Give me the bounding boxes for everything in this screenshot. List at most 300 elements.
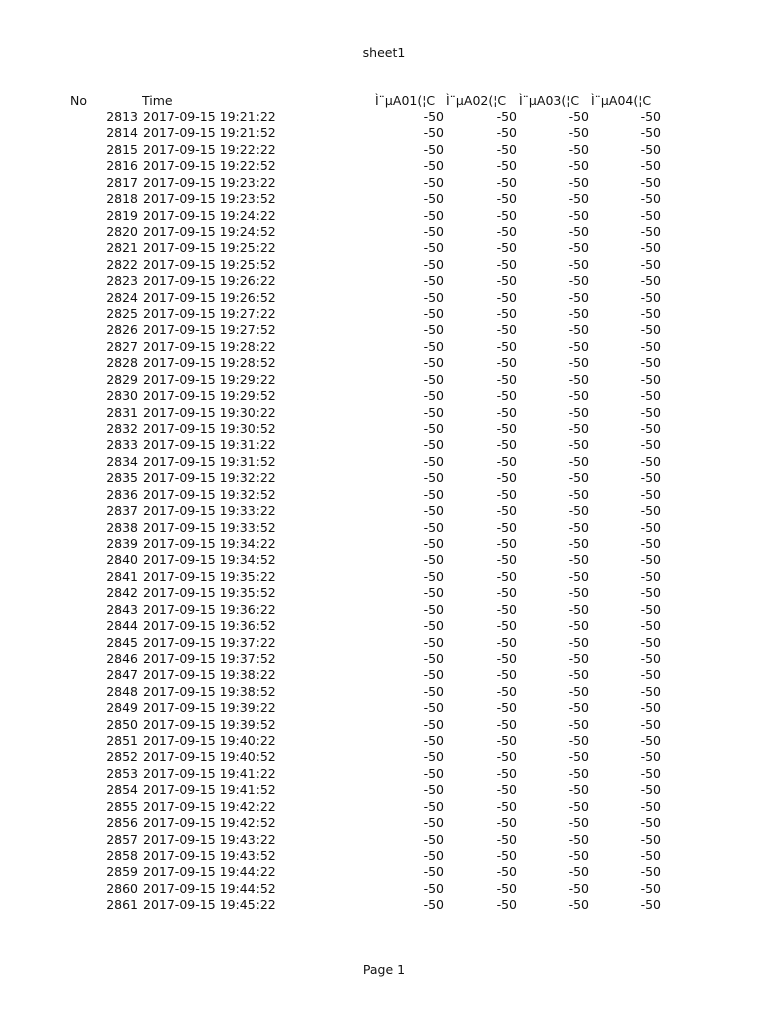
channel-02-value: -50 (496, 847, 517, 863)
channel-01-value: -50 (423, 683, 444, 699)
table-row (0, 832, 768, 848)
table-row (0, 388, 768, 404)
channel-02-value: -50 (496, 634, 517, 650)
row-time: 2017-09-15 19:26:22 (143, 273, 276, 289)
row-time: 2017-09-15 19:32:22 (143, 470, 276, 486)
channel-01-value: -50 (423, 733, 444, 749)
channel-02-value: -50 (496, 618, 517, 634)
channel-01-value: -50 (423, 815, 444, 831)
channel-04-value: -50 (640, 568, 661, 584)
channel-04-value: -50 (640, 437, 661, 453)
table-row (0, 240, 768, 256)
row-time: 2017-09-15 19:33:22 (143, 503, 276, 519)
row-number: 2840 (106, 552, 138, 568)
row-time: 2017-09-15 19:22:22 (143, 141, 276, 157)
channel-03-value: -50 (568, 601, 589, 617)
channel-04-value: -50 (640, 519, 661, 535)
row-time: 2017-09-15 19:28:22 (143, 338, 276, 354)
row-number: 2818 (106, 191, 138, 207)
channel-01-value: -50 (423, 174, 444, 190)
row-number: 2844 (106, 618, 138, 634)
channel-04-value: -50 (640, 585, 661, 601)
channel-03-value: -50 (568, 355, 589, 371)
channel-01-value: -50 (423, 552, 444, 568)
table-row (0, 273, 768, 289)
channel-02-value: -50 (496, 240, 517, 256)
row-number: 2824 (106, 289, 138, 305)
row-number: 2821 (106, 240, 138, 256)
channel-03-value: -50 (568, 880, 589, 896)
channel-01-value: -50 (423, 141, 444, 157)
channel-04-value: -50 (640, 880, 661, 896)
channel-03-value: -50 (568, 749, 589, 765)
channel-02-value: -50 (496, 486, 517, 502)
row-number: 2832 (106, 421, 138, 437)
channel-01-value: -50 (423, 306, 444, 322)
channel-04-value: -50 (640, 831, 661, 847)
channel-02-value: -50 (496, 798, 517, 814)
row-number: 2858 (106, 847, 138, 863)
row-time: 2017-09-15 19:29:52 (143, 388, 276, 404)
channel-03-value: -50 (568, 782, 589, 798)
channel-02-value: -50 (496, 355, 517, 371)
channel-03-value: -50 (568, 109, 589, 124)
channel-03-value: -50 (568, 371, 589, 387)
channel-03-value: -50 (568, 519, 589, 535)
channel-02-value: -50 (496, 864, 517, 880)
channel-01-value: -50 (423, 618, 444, 634)
table-row (0, 125, 768, 141)
row-time: 2017-09-15 19:24:22 (143, 207, 276, 223)
channel-01-value: -50 (423, 864, 444, 880)
row-time: 2017-09-15 19:25:22 (143, 240, 276, 256)
row-number: 2845 (106, 634, 138, 650)
channel-02-value: -50 (496, 585, 517, 601)
channel-03-value: -50 (568, 864, 589, 880)
channel-04-value: -50 (640, 733, 661, 749)
row-number: 2817 (106, 174, 138, 190)
channel-02-value: -50 (496, 289, 517, 305)
channel-02-value: -50 (496, 880, 517, 896)
channel-01-value: -50 (423, 404, 444, 420)
table-row (0, 799, 768, 815)
row-number: 2846 (106, 650, 138, 666)
table-row (0, 717, 768, 733)
row-number: 2836 (106, 486, 138, 502)
channel-01-value: -50 (423, 207, 444, 223)
table-row (0, 175, 768, 191)
table-row (0, 700, 768, 716)
row-time: 2017-09-15 19:26:52 (143, 289, 276, 305)
row-time: 2017-09-15 19:21:22 (143, 109, 276, 124)
channel-03-value: -50 (568, 568, 589, 584)
channel-02-value: -50 (496, 306, 517, 322)
channel-04-value: -50 (640, 158, 661, 174)
table-row (0, 782, 768, 798)
channel-04-value: -50 (640, 470, 661, 486)
channel-02-value: -50 (496, 897, 517, 913)
row-number: 2828 (106, 355, 138, 371)
row-time: 2017-09-15 19:42:22 (143, 798, 276, 814)
channel-01-value: -50 (423, 289, 444, 305)
table-row (0, 536, 768, 552)
channel-04-value: -50 (640, 223, 661, 239)
channel-02-value: -50 (496, 568, 517, 584)
channel-02-value: -50 (496, 273, 517, 289)
channel-03-value: -50 (568, 240, 589, 256)
table-row (0, 766, 768, 782)
channel-01-value: -50 (423, 338, 444, 354)
channel-04-value: -50 (640, 207, 661, 223)
channel-02-value: -50 (496, 831, 517, 847)
channel-02-value: -50 (496, 700, 517, 716)
channel-03-value: -50 (568, 158, 589, 174)
channel-04-value: -50 (640, 174, 661, 190)
table-row (0, 815, 768, 831)
row-time: 2017-09-15 19:43:22 (143, 831, 276, 847)
channel-01-value: -50 (423, 158, 444, 174)
row-time: 2017-09-15 19:30:52 (143, 421, 276, 437)
row-time: 2017-09-15 19:41:22 (143, 765, 276, 781)
row-time: 2017-09-15 19:38:22 (143, 667, 276, 683)
channel-02-value: -50 (496, 388, 517, 404)
table-row (0, 503, 768, 519)
row-number: 2820 (106, 223, 138, 239)
row-time: 2017-09-15 19:45:22 (143, 897, 276, 913)
row-time: 2017-09-15 19:23:22 (143, 174, 276, 190)
table-row (0, 635, 768, 651)
row-number: 2835 (106, 470, 138, 486)
row-time: 2017-09-15 19:36:22 (143, 601, 276, 617)
table-row (0, 667, 768, 683)
channel-01-value: -50 (423, 749, 444, 765)
channel-04-value: -50 (640, 421, 661, 437)
channel-03-value: -50 (568, 404, 589, 420)
row-time: 2017-09-15 19:41:52 (143, 782, 276, 798)
channel-04-value: -50 (640, 141, 661, 157)
row-time: 2017-09-15 19:36:52 (143, 618, 276, 634)
channel-03-value: -50 (568, 765, 589, 781)
channel-01-value: -50 (423, 650, 444, 666)
row-number: 2815 (106, 141, 138, 157)
channel-02-value: -50 (496, 174, 517, 190)
table-row (0, 733, 768, 749)
column-header-channel-03: Ì¨µA03(¦C (519, 93, 580, 108)
channel-02-value: -50 (496, 765, 517, 781)
channel-02-value: -50 (496, 191, 517, 207)
channel-01-value: -50 (423, 634, 444, 650)
table-row (0, 158, 768, 174)
row-number: 2848 (106, 683, 138, 699)
row-number: 2841 (106, 568, 138, 584)
row-time: 2017-09-15 19:23:52 (143, 191, 276, 207)
row-time: 2017-09-15 19:37:52 (143, 650, 276, 666)
row-time: 2017-09-15 19:37:22 (143, 634, 276, 650)
table-row (0, 257, 768, 273)
channel-03-value: -50 (568, 125, 589, 141)
row-time: 2017-09-15 19:31:52 (143, 453, 276, 469)
channel-04-value: -50 (640, 749, 661, 765)
row-number: 2854 (106, 782, 138, 798)
table-row (0, 881, 768, 897)
row-number: 2813 (106, 109, 138, 124)
channel-02-value: -50 (496, 503, 517, 519)
row-time: 2017-09-15 19:27:22 (143, 306, 276, 322)
channel-02-value: -50 (496, 470, 517, 486)
column-header-no: No (70, 93, 87, 108)
channel-04-value: -50 (640, 798, 661, 814)
channel-01-value: -50 (423, 322, 444, 338)
row-number: 2861 (106, 897, 138, 913)
channel-04-value: -50 (640, 256, 661, 272)
channel-01-value: -50 (423, 355, 444, 371)
row-time: 2017-09-15 19:27:52 (143, 322, 276, 338)
table-row (0, 208, 768, 224)
channel-04-value: -50 (640, 634, 661, 650)
channel-03-value: -50 (568, 486, 589, 502)
channel-04-value: -50 (640, 535, 661, 551)
row-number: 2819 (106, 207, 138, 223)
row-time: 2017-09-15 19:35:52 (143, 585, 276, 601)
channel-04-value: -50 (640, 765, 661, 781)
row-number: 2855 (106, 798, 138, 814)
table-row (0, 618, 768, 634)
table-row (0, 864, 768, 880)
channel-03-value: -50 (568, 650, 589, 666)
channel-02-value: -50 (496, 519, 517, 535)
table-row (0, 339, 768, 355)
channel-02-value: -50 (496, 667, 517, 683)
channel-04-value: -50 (640, 388, 661, 404)
channel-02-value: -50 (496, 322, 517, 338)
table-row (0, 290, 768, 306)
row-time: 2017-09-15 19:35:22 (143, 568, 276, 584)
channel-03-value: -50 (568, 552, 589, 568)
channel-04-value: -50 (640, 453, 661, 469)
row-number: 2843 (106, 601, 138, 617)
row-number: 2822 (106, 256, 138, 272)
channel-04-value: -50 (640, 289, 661, 305)
channel-02-value: -50 (496, 421, 517, 437)
channel-02-value: -50 (496, 223, 517, 239)
channel-03-value: -50 (568, 700, 589, 716)
channel-04-value: -50 (640, 404, 661, 420)
row-number: 2850 (106, 716, 138, 732)
row-time: 2017-09-15 19:40:52 (143, 749, 276, 765)
channel-04-value: -50 (640, 191, 661, 207)
channel-03-value: -50 (568, 618, 589, 634)
table-row (0, 520, 768, 536)
row-number: 2823 (106, 273, 138, 289)
table-row (0, 355, 768, 371)
row-number: 2838 (106, 519, 138, 535)
row-time: 2017-09-15 19:39:22 (143, 700, 276, 716)
column-header-time: Time (142, 93, 173, 108)
channel-01-value: -50 (423, 716, 444, 732)
table-row (0, 897, 768, 913)
channel-03-value: -50 (568, 273, 589, 289)
channel-03-value: -50 (568, 733, 589, 749)
channel-01-value: -50 (423, 847, 444, 863)
channel-04-value: -50 (640, 125, 661, 141)
channel-04-value: -50 (640, 716, 661, 732)
channel-02-value: -50 (496, 552, 517, 568)
channel-03-value: -50 (568, 897, 589, 913)
table-row (0, 191, 768, 207)
table-row (0, 651, 768, 667)
channel-03-value: -50 (568, 338, 589, 354)
row-time: 2017-09-15 19:22:52 (143, 158, 276, 174)
table-row (0, 585, 768, 601)
row-time: 2017-09-15 19:28:52 (143, 355, 276, 371)
channel-02-value: -50 (496, 453, 517, 469)
channel-03-value: -50 (568, 503, 589, 519)
channel-04-value: -50 (640, 864, 661, 880)
row-number: 2829 (106, 371, 138, 387)
channel-03-value: -50 (568, 634, 589, 650)
table-row (0, 454, 768, 470)
channel-01-value: -50 (423, 601, 444, 617)
channel-04-value: -50 (640, 322, 661, 338)
table-row (0, 487, 768, 503)
channel-04-value: -50 (640, 897, 661, 913)
table-row (0, 142, 768, 158)
table-row (0, 552, 768, 568)
channel-02-value: -50 (496, 437, 517, 453)
channel-03-value: -50 (568, 831, 589, 847)
table-row (0, 437, 768, 453)
channel-02-value: -50 (496, 404, 517, 420)
channel-01-value: -50 (423, 700, 444, 716)
row-number: 2842 (106, 585, 138, 601)
table-body (0, 109, 768, 914)
channel-01-value: -50 (423, 765, 444, 781)
channel-03-value: -50 (568, 667, 589, 683)
channel-02-value: -50 (496, 683, 517, 699)
table-row (0, 109, 768, 125)
channel-03-value: -50 (568, 388, 589, 404)
column-header-channel-04: Ì¨µA04(¦C (591, 93, 652, 108)
row-number: 2849 (106, 700, 138, 716)
table-row (0, 421, 768, 437)
table-row (0, 602, 768, 618)
table-row (0, 848, 768, 864)
channel-01-value: -50 (423, 585, 444, 601)
channel-01-value: -50 (423, 486, 444, 502)
row-number: 2853 (106, 765, 138, 781)
channel-01-value: -50 (423, 437, 444, 453)
row-number: 2860 (106, 880, 138, 896)
channel-01-value: -50 (423, 880, 444, 896)
channel-01-value: -50 (423, 782, 444, 798)
row-number: 2857 (106, 831, 138, 847)
channel-04-value: -50 (640, 601, 661, 617)
row-time: 2017-09-15 19:44:52 (143, 880, 276, 896)
row-number: 2852 (106, 749, 138, 765)
row-time: 2017-09-15 19:33:52 (143, 519, 276, 535)
channel-04-value: -50 (640, 667, 661, 683)
channel-04-value: -50 (640, 847, 661, 863)
channel-01-value: -50 (423, 256, 444, 272)
channel-04-value: -50 (640, 371, 661, 387)
channel-04-value: -50 (640, 486, 661, 502)
row-time: 2017-09-15 19:44:22 (143, 864, 276, 880)
channel-03-value: -50 (568, 256, 589, 272)
channel-03-value: -50 (568, 306, 589, 322)
page-footer: Page 1 (362, 962, 406, 977)
channel-02-value: -50 (496, 716, 517, 732)
table-row (0, 306, 768, 322)
channel-01-value: -50 (423, 519, 444, 535)
row-number: 2837 (106, 503, 138, 519)
row-number: 2839 (106, 535, 138, 551)
row-number: 2833 (106, 437, 138, 453)
channel-02-value: -50 (496, 256, 517, 272)
row-number: 2826 (106, 322, 138, 338)
channel-01-value: -50 (423, 223, 444, 239)
channel-04-value: -50 (640, 240, 661, 256)
channel-01-value: -50 (423, 109, 444, 124)
channel-04-value: -50 (640, 109, 661, 124)
channel-01-value: -50 (423, 897, 444, 913)
channel-02-value: -50 (496, 733, 517, 749)
row-number: 2851 (106, 733, 138, 749)
channel-04-value: -50 (640, 618, 661, 634)
channel-03-value: -50 (568, 191, 589, 207)
row-time: 2017-09-15 19:34:52 (143, 552, 276, 568)
channel-02-value: -50 (496, 125, 517, 141)
row-time: 2017-09-15 19:24:52 (143, 223, 276, 239)
channel-01-value: -50 (423, 125, 444, 141)
data-table (0, 92, 768, 914)
row-time: 2017-09-15 19:25:52 (143, 256, 276, 272)
column-header-channel-01: Ì¨µA01(¦C (375, 93, 436, 108)
channel-01-value: -50 (423, 421, 444, 437)
row-time: 2017-09-15 19:29:22 (143, 371, 276, 387)
channel-03-value: -50 (568, 585, 589, 601)
channel-01-value: -50 (423, 470, 444, 486)
channel-03-value: -50 (568, 535, 589, 551)
row-number: 2825 (106, 306, 138, 322)
row-time: 2017-09-15 19:32:52 (143, 486, 276, 502)
channel-03-value: -50 (568, 847, 589, 863)
channel-02-value: -50 (496, 141, 517, 157)
table-row (0, 684, 768, 700)
channel-02-value: -50 (496, 601, 517, 617)
channel-03-value: -50 (568, 798, 589, 814)
channel-01-value: -50 (423, 503, 444, 519)
channel-02-value: -50 (496, 338, 517, 354)
column-header-channel-02: Ì¨µA02(¦C (446, 93, 507, 108)
channel-01-value: -50 (423, 371, 444, 387)
channel-02-value: -50 (496, 207, 517, 223)
row-number: 2847 (106, 667, 138, 683)
channel-01-value: -50 (423, 453, 444, 469)
table-row (0, 470, 768, 486)
channel-04-value: -50 (640, 338, 661, 354)
channel-01-value: -50 (423, 667, 444, 683)
row-time: 2017-09-15 19:31:22 (143, 437, 276, 453)
channel-03-value: -50 (568, 141, 589, 157)
row-number: 2827 (106, 338, 138, 354)
row-time: 2017-09-15 19:30:22 (143, 404, 276, 420)
channel-01-value: -50 (423, 535, 444, 551)
row-number: 2814 (106, 125, 138, 141)
channel-03-value: -50 (568, 683, 589, 699)
table-row (0, 372, 768, 388)
channel-02-value: -50 (496, 782, 517, 798)
channel-03-value: -50 (568, 815, 589, 831)
